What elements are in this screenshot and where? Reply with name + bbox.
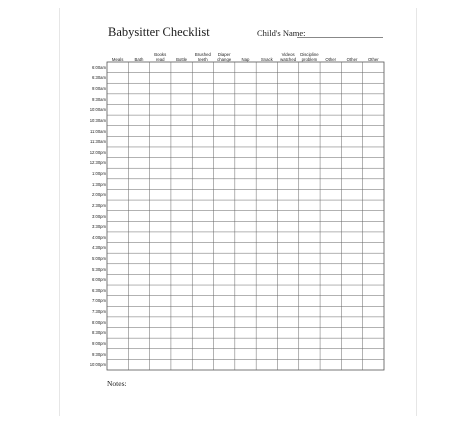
time-label: 6:00pm (92, 277, 106, 283)
time-label: 7:30pm (92, 309, 106, 315)
time-label: 9:30pm (92, 351, 106, 357)
time-label: 11:30am (90, 139, 106, 145)
column-header-label: Diaper change (217, 52, 232, 62)
time-label: 9:00am (92, 86, 106, 92)
column-header-label: Bath (134, 57, 144, 62)
time-label: 9:30am (92, 96, 106, 102)
time-label: 5:30pm (92, 266, 106, 272)
grid-border (107, 62, 384, 370)
column-header-label: Videos watched (280, 52, 297, 62)
time-label: 12:00pm (89, 149, 106, 155)
column-header-label: Other (325, 57, 337, 62)
time-label: 4:00pm (92, 234, 106, 240)
time-label: 10:00pm (89, 362, 106, 368)
time-label: 9:00pm (92, 340, 106, 346)
child-name-label: Child's Name: (257, 28, 306, 38)
column-header-label: Other (346, 57, 358, 62)
column-header-label: Books read (154, 52, 167, 62)
page-title: Babysitter Checklist (108, 25, 210, 39)
column-header-label: Bottle (176, 57, 188, 62)
time-label: 4:30pm (92, 245, 106, 251)
column-header-label: Other (367, 57, 379, 62)
time-label: 8:00pm (92, 319, 106, 325)
time-label: 10:30am (89, 117, 106, 123)
time-label: 8:30pm (92, 330, 106, 336)
column-header-label: Snack (260, 57, 273, 62)
time-label: 3:00pm (92, 213, 106, 219)
time-label: 1:30pm (92, 181, 106, 187)
column-header-label: Brushed teeth (194, 52, 211, 62)
time-label: 2:00pm (92, 192, 106, 198)
column-header-label: Meals (111, 57, 124, 62)
time-label: 6:00am (92, 64, 106, 70)
column-header-label: Nap (241, 57, 250, 62)
notes-label: Notes: (107, 379, 127, 388)
time-label: 5:00pm (92, 255, 106, 261)
time-label: 2:30pm (92, 202, 106, 208)
time-label: 7:00pm (92, 298, 106, 304)
time-label: 6:30am (92, 75, 106, 81)
time-label: 10:00am (89, 107, 106, 113)
time-label: 11:00am (90, 128, 106, 134)
column-header-label: Discipline problem (300, 52, 319, 62)
time-label: 12:30pm (89, 160, 106, 166)
time-label: 6:30pm (92, 287, 106, 293)
time-label: 3:30pm (92, 224, 106, 230)
time-label: 1:00pm (92, 171, 106, 177)
